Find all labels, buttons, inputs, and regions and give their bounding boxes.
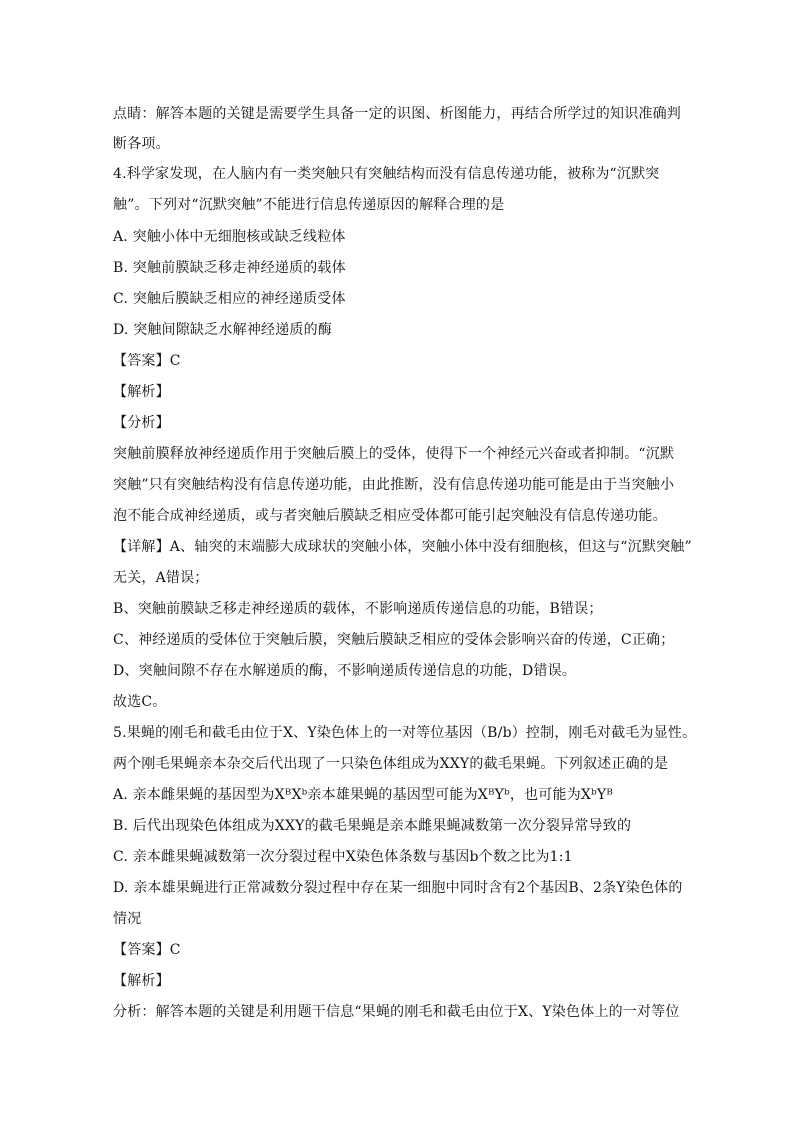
question-4-option-b: B. 突触前膜缺乏移走神经递质的载体 — [113, 260, 346, 276]
answer-label: 【答案】C — [113, 942, 181, 958]
question-5-option-a: A. 亲本雌果蝇的基因型为XᴮXᵇ亲本雄果蝇的基因型可能为XᴮYᵇ，也可能为XᵇYᴮ — [113, 787, 613, 803]
question-4-option-d: D. 突触间隙缺乏水解神经递质的酶 — [113, 322, 333, 338]
analysis-text: 突触前膜释放神经递质作用于突触后膜上的受体，使得下一个神经元兴奋或者抑制。“沉默 — [113, 446, 675, 462]
analysis-text: 突触”只有突触结构没有信息传递功能，由此推断，没有信息传递功能可能是由于当突触小 — [113, 477, 675, 493]
text-line: 点睛：解答本题的关键是需要学生具备一定的识图、析图能力，再结合所学过的知识准确判 — [113, 106, 681, 122]
analysis-label: 【解析】 — [113, 973, 170, 989]
detail-text: 无关，A错误； — [113, 570, 209, 586]
question-5-option-b: B. 后代出现染色体组成为XXY的截毛果蝇是亲本雌果蝇减数第一次分裂异常导致的 — [113, 818, 632, 834]
question-5-stem: 5.果蝇的刚毛和截毛由位于X、Y染色体上的一对等位基因（B/b）控制，刚毛对截毛为显性。 — [113, 725, 697, 741]
question-5-option-d: D. 亲本雄果蝇进行正常减数分裂过程中存在某一细胞中同时含有2个基因B、2条Y染色体的 — [113, 880, 683, 896]
analysis-sub-label: 【分析】 — [113, 415, 170, 431]
detail-text: 【详解】A、轴突的末端膨大成球状的突触小体，突触小体中没有细胞核，但这与“沉默突触” — [113, 539, 692, 555]
question-5-option-c: C. 亲本雌果蝇减数第一次分裂过程中X染色体条数与基因b个数之比为1:1 — [113, 849, 573, 865]
analysis-text: 泡不能合成神经递质，或与者突触后膜缺乏相应受体都可能引起突触没有信息传递功能。 — [113, 508, 667, 524]
question-5-stem: 两个刚毛果蝇亲本杂交后代出现了一只染色体组成为XXY的截毛果蝇。下列叙述正确的是 — [113, 756, 669, 772]
analysis-label: 【解析】 — [113, 384, 170, 400]
detail-text: C、神经递质的受体位于突触后膜，突触后膜缺乏相应的受体会影响兴奋的传递，C正确； — [113, 632, 675, 648]
question-4-stem: 4.科学家发现，在人脑内有一类突触只有突触结构而没有信息传递功能，被称为“沉默突 — [113, 166, 660, 182]
detail-text: B、突触前膜缺乏移走神经递质的载体，不影响递质传递信息的功能，B错误； — [113, 601, 603, 617]
question-4-option-a: A. 突触小体中无细胞核或缺乏线粒体 — [113, 229, 346, 245]
question-5-option-d-cont: 情况 — [113, 911, 142, 927]
text-line: 断各项。 — [113, 136, 170, 152]
conclusion-text: 故选C。 — [113, 694, 167, 710]
answer-label: 【答案】C — [113, 353, 181, 369]
question-4-option-c: C. 突触后膜缺乏相应的神经递质受体 — [113, 291, 346, 307]
analysis-text: 分析：解答本题的关键是利用题干信息“果蝇的刚毛和截毛由位于X、Y染色体上的一对等位 — [113, 1004, 680, 1020]
question-4-stem: 触”。下列对“沉默突触”不能进行信息传递原因的解释合理的是 — [113, 197, 505, 213]
detail-text: D、突触间隙不存在水解递质的酶，不影响递质传递信息的功能，D错误。 — [113, 663, 577, 679]
